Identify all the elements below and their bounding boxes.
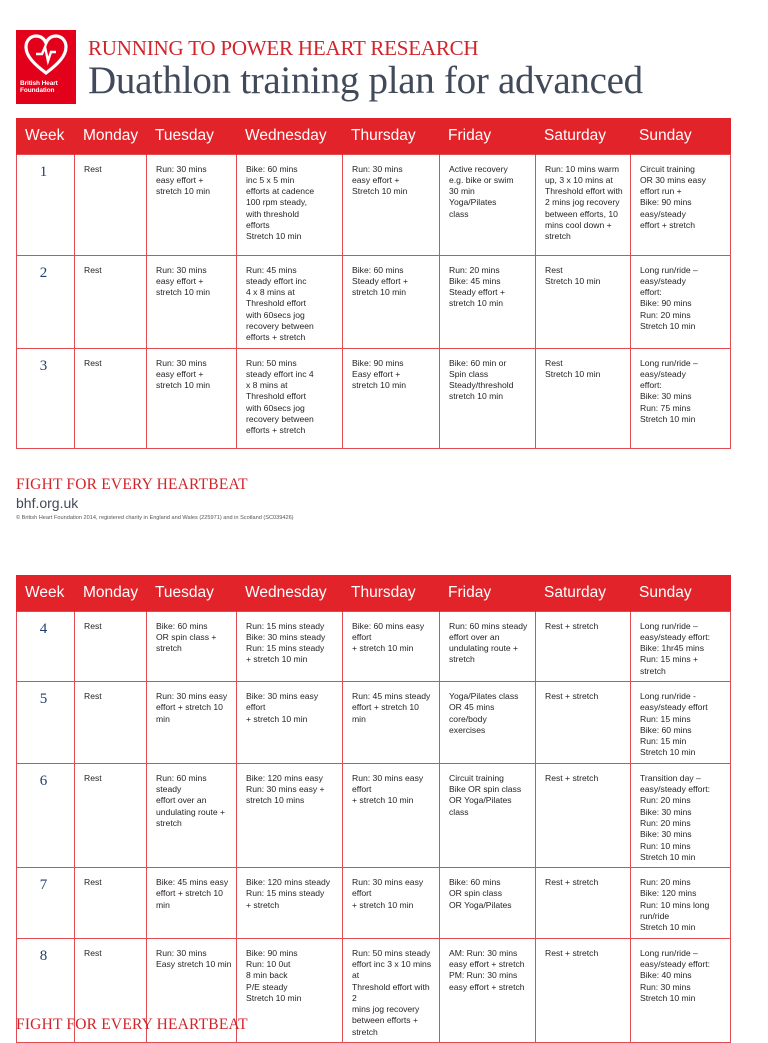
col-header-sunday: Sunday bbox=[631, 118, 731, 154]
cell-line: effort over an bbox=[156, 795, 207, 806]
day-cell bbox=[536, 255, 631, 348]
cell-line: easy/steady effort: bbox=[640, 958, 711, 969]
cell-line: stretch 10 min bbox=[156, 380, 210, 391]
day-cell bbox=[536, 154, 631, 255]
cell-line: Bike: 60 mins easy effort bbox=[352, 620, 425, 642]
day-cell bbox=[75, 348, 147, 448]
day-cell bbox=[237, 611, 343, 681]
cell-line: class bbox=[449, 806, 469, 817]
cell-line: Stretch 10 min bbox=[640, 320, 696, 331]
cell-line: e.g. bike or swim bbox=[449, 174, 514, 185]
day-cell bbox=[147, 763, 237, 867]
cell-line: Stretch 10 min bbox=[352, 186, 408, 197]
cell-line: Bike: 120 mins bbox=[640, 888, 697, 899]
day-cell bbox=[440, 611, 536, 681]
day-cell bbox=[343, 868, 440, 938]
page-title: Duathlon training plan for advanced bbox=[88, 59, 643, 102]
cell-line: Stretch 10 min bbox=[640, 414, 696, 425]
day-cell bbox=[631, 611, 731, 681]
cell-line: 4 x 8 mins at bbox=[246, 287, 295, 298]
day-cell bbox=[237, 763, 343, 867]
cell-line: effort + stretch bbox=[640, 219, 696, 230]
cell-line: Stretch 10 min bbox=[246, 992, 302, 1003]
cell-line: Stretch 10 min bbox=[640, 851, 696, 862]
table-row bbox=[17, 868, 731, 938]
cell-line: Yoga/Pilates bbox=[449, 197, 497, 208]
week-number: 1 bbox=[17, 154, 75, 255]
day-cell bbox=[631, 255, 731, 348]
cell-line: AM: Run: 30 mins bbox=[449, 947, 518, 958]
cell-line: Bike: 60 mins bbox=[640, 724, 692, 735]
footer-tagline: FIGHT FOR EVERY HEARTBEAT bbox=[16, 476, 248, 493]
day-cell bbox=[536, 611, 631, 681]
cell-line: OR spin class + bbox=[156, 631, 217, 642]
cell-line: 100 rpm steady, bbox=[246, 197, 307, 208]
cell-line: stretch bbox=[640, 665, 666, 676]
cell-line: Rest bbox=[545, 264, 563, 275]
cell-line: Steady effort + bbox=[352, 275, 408, 286]
day-cell bbox=[536, 868, 631, 938]
cell-line: Run: 20 mins bbox=[640, 877, 691, 888]
cell-line: Steady/threshold bbox=[449, 380, 514, 391]
week-number: 4 bbox=[17, 611, 75, 681]
day-cell bbox=[343, 763, 440, 867]
cell-line: Run: 30 mins easy + bbox=[246, 784, 325, 795]
col-header-tuesday: Tuesday bbox=[147, 575, 237, 611]
day-cell bbox=[75, 255, 147, 348]
cell-line: Threshold effort with bbox=[545, 186, 623, 197]
day-cell bbox=[631, 154, 731, 255]
cell-line: Bike: 40 mins bbox=[640, 970, 692, 981]
day-cell bbox=[237, 255, 343, 348]
cell-line: OR 45 mins core/body bbox=[449, 702, 495, 724]
cell-line: Stretch 10 min bbox=[545, 368, 601, 379]
cell-line: easy effort + bbox=[156, 174, 204, 185]
col-header-week: Week bbox=[17, 575, 75, 611]
cell-line: easy/steady bbox=[640, 275, 686, 286]
week-number: 8 bbox=[17, 938, 75, 1042]
table-body bbox=[17, 154, 731, 448]
cell-line: stretch 10 min bbox=[352, 380, 406, 391]
footer-url[interactable]: bhf.org.uk bbox=[16, 495, 79, 511]
day-cell bbox=[343, 154, 440, 255]
col-header-monday: Monday bbox=[75, 575, 147, 611]
cell-line: Stretch 10 min bbox=[640, 992, 696, 1003]
cell-line: Run: 10 mins warm bbox=[545, 163, 620, 174]
cell-line: class bbox=[449, 208, 469, 219]
col-header-saturday: Saturday bbox=[536, 575, 631, 611]
cell-line: Run: 20 mins bbox=[449, 264, 500, 275]
cell-line: effort inc 3 x 10 mins at bbox=[352, 958, 432, 981]
cell-line: Spin class bbox=[449, 368, 489, 379]
cell-line: stretch 10 min bbox=[156, 186, 210, 197]
cell-line: Bike: 60 mins bbox=[449, 877, 501, 888]
cell-line: easy effort + stretch bbox=[449, 981, 525, 992]
cell-line: Bike: 30 mins bbox=[640, 806, 692, 817]
week-number: 3 bbox=[17, 348, 75, 448]
week-number: 5 bbox=[17, 681, 75, 763]
day-cell bbox=[536, 763, 631, 867]
cell-line: Bike OR spin class bbox=[449, 784, 522, 795]
table-row bbox=[17, 763, 731, 867]
cell-line: + stretch 10 min bbox=[352, 643, 414, 654]
cell-line: Long run/ride - bbox=[640, 690, 696, 701]
cell-line: easy effort + bbox=[156, 275, 204, 286]
cell-line: Transition day – bbox=[640, 772, 701, 783]
day-cell bbox=[147, 868, 237, 938]
cell-line: Rest bbox=[84, 620, 102, 631]
cell-line: PM: Run: 30 mins bbox=[449, 970, 518, 981]
cell-line: mins jog recovery bbox=[352, 1004, 420, 1015]
day-cell bbox=[343, 255, 440, 348]
cell-line: Run: 15 min bbox=[640, 736, 687, 747]
cell-line: Bike: 45 mins easy bbox=[156, 877, 229, 888]
col-header-monday: Monday bbox=[75, 118, 147, 154]
day-cell bbox=[631, 348, 731, 448]
cell-line: Run: 30 mins bbox=[156, 357, 207, 368]
cell-line: easy/steady effort: bbox=[640, 784, 711, 795]
cell-line: Rest bbox=[84, 947, 102, 958]
cell-line: OR spin class bbox=[449, 888, 503, 899]
cell-line: recovery between bbox=[246, 320, 314, 331]
day-cell bbox=[536, 938, 631, 1042]
cell-line: inc 5 x 5 min bbox=[246, 174, 295, 185]
cell-line: easy/steady bbox=[640, 368, 686, 379]
day-cell bbox=[343, 938, 440, 1042]
table-row bbox=[17, 154, 731, 255]
cell-line: easy/steady effort: bbox=[640, 631, 711, 642]
cell-line: Bike: 60 min or bbox=[449, 357, 507, 368]
table-row bbox=[17, 681, 731, 763]
cell-line: Rest bbox=[84, 357, 102, 368]
cell-line: + stretch bbox=[246, 899, 280, 910]
day-cell bbox=[237, 938, 343, 1042]
cell-line: Bike: 90 mins bbox=[640, 298, 692, 309]
cell-line: + stretch 10 min bbox=[246, 713, 308, 724]
cell-line: Steady effort + bbox=[449, 287, 505, 298]
table-header-row bbox=[17, 575, 731, 611]
day-cell bbox=[75, 868, 147, 938]
table-row bbox=[17, 348, 731, 448]
cell-line: Run: 10 mins long bbox=[640, 899, 710, 910]
page-kicker: RUNNING TO POWER HEART RESEARCH bbox=[88, 36, 479, 60]
cell-line: undulating route + bbox=[156, 806, 226, 817]
cell-line: OR Yoga/Pilates bbox=[449, 795, 512, 806]
cell-line: Run: 45 mins steady bbox=[352, 690, 431, 701]
cell-line: Run: 30 mins bbox=[156, 947, 207, 958]
cell-line: efforts at cadence bbox=[246, 186, 315, 197]
col-header-sunday: Sunday bbox=[631, 575, 731, 611]
day-cell bbox=[440, 938, 536, 1042]
table-row bbox=[17, 255, 731, 348]
cell-line: exercises bbox=[449, 724, 486, 735]
cell-line: Run: 30 mins easy effort bbox=[352, 772, 424, 795]
day-cell bbox=[237, 154, 343, 255]
footer-legal: © British Heart Foundation 2014, registered charity in England and Wales (225971) and in Scotland (SC039426) bbox=[16, 515, 294, 521]
cell-line: run/ride bbox=[640, 911, 670, 922]
cell-line: effort run + bbox=[640, 186, 682, 197]
heart-icon bbox=[24, 34, 68, 76]
cell-line: with 60secs jog bbox=[246, 309, 305, 320]
cell-line: Run: 15 mins + bbox=[640, 654, 699, 665]
cell-line: Rest bbox=[84, 877, 102, 888]
day-cell bbox=[237, 348, 343, 448]
page-footer bbox=[16, 476, 756, 521]
cell-line: Run: 30 mins bbox=[352, 163, 403, 174]
cell-line: Run: 30 mins easy bbox=[156, 690, 228, 701]
cell-line: Bike: 30 mins steady bbox=[246, 631, 326, 642]
table-body bbox=[17, 611, 731, 1043]
day-cell bbox=[440, 681, 536, 763]
col-header-wednesday: Wednesday bbox=[237, 575, 343, 611]
cell-line: Run: 15 mins bbox=[640, 713, 691, 724]
cell-line: Bike: 60 mins bbox=[352, 264, 404, 275]
cell-line: stretch 10 min bbox=[352, 287, 406, 298]
cell-line: stretch bbox=[156, 817, 182, 828]
cell-line: Bike: 30 mins bbox=[640, 829, 692, 840]
day-cell bbox=[631, 938, 731, 1042]
cell-line: Stretch 10 min bbox=[640, 922, 696, 933]
day-cell bbox=[631, 681, 731, 763]
page-header bbox=[16, 30, 756, 110]
cell-line: Rest bbox=[84, 264, 102, 275]
cell-line: effort: bbox=[640, 287, 662, 298]
cell-line: Run: 50 mins steady bbox=[352, 947, 431, 958]
cell-line: efforts bbox=[246, 219, 270, 230]
cell-line: steady effort inc 4 bbox=[246, 368, 314, 379]
cell-line: Run: 45 mins bbox=[246, 264, 297, 275]
cell-line: Run: 60 mins steady bbox=[449, 620, 528, 631]
cell-line: Bike: 1hr45 mins bbox=[640, 643, 705, 654]
day-cell bbox=[440, 868, 536, 938]
cell-line: easy/steady effort bbox=[640, 702, 708, 713]
cell-line: between efforts + bbox=[352, 1015, 419, 1026]
cell-line: Run: 50 mins bbox=[246, 357, 297, 368]
cell-line: stretch 10 mins bbox=[246, 795, 305, 806]
training-table-weeks-4-8 bbox=[16, 575, 731, 1043]
logo-text: British Heart Foundation bbox=[20, 80, 58, 94]
cell-line: Stretch 10 min bbox=[545, 275, 601, 286]
cell-line: Easy effort + bbox=[352, 368, 401, 379]
cell-line: Run: 15 mins steady bbox=[246, 620, 325, 631]
cell-line: Run: 20 mins bbox=[640, 817, 691, 828]
cell-line: x 8 mins at bbox=[246, 380, 288, 391]
col-header-thursday: Thursday bbox=[343, 118, 440, 154]
cell-line: Bike: 120 mins steady bbox=[246, 877, 331, 888]
day-cell bbox=[75, 611, 147, 681]
cell-line: Bike: 90 mins bbox=[246, 947, 298, 958]
day-cell bbox=[440, 255, 536, 348]
day-cell bbox=[237, 681, 343, 763]
cell-line: Rest bbox=[84, 163, 102, 174]
cell-line: easy/steady bbox=[640, 208, 686, 219]
cell-line: Rest + stretch bbox=[545, 772, 599, 783]
cell-line: stretch 10 min bbox=[449, 298, 503, 309]
cell-line: 8 min back bbox=[246, 970, 288, 981]
cell-line: stretch bbox=[449, 654, 475, 665]
cell-line: Bike: 60 mins bbox=[156, 620, 208, 631]
day-cell bbox=[631, 763, 731, 867]
cell-line: Bike: 60 mins bbox=[246, 163, 298, 174]
cell-line: Threshold effort bbox=[246, 391, 307, 402]
cell-line: effort over an bbox=[449, 631, 500, 642]
cell-line: Circuit training bbox=[449, 772, 504, 783]
col-header-week: Week bbox=[17, 118, 75, 154]
day-cell bbox=[440, 154, 536, 255]
cell-line: Easy stretch 10 min bbox=[156, 958, 232, 969]
day-cell bbox=[440, 763, 536, 867]
cell-line: between efforts, 10 bbox=[545, 208, 618, 219]
day-cell bbox=[343, 611, 440, 681]
cell-line: min bbox=[156, 713, 170, 724]
cell-line: effort: bbox=[640, 380, 662, 391]
cell-line: + stretch 10 min bbox=[352, 899, 414, 910]
cell-line: Bike: 90 mins bbox=[640, 197, 692, 208]
cell-line: 30 min bbox=[449, 186, 475, 197]
table-row bbox=[17, 611, 731, 681]
day-cell bbox=[440, 348, 536, 448]
cell-line: Circuit training bbox=[640, 163, 695, 174]
day-cell bbox=[237, 868, 343, 938]
cell-line: + stretch 10 min bbox=[246, 654, 308, 665]
cell-line: Run: 20 mins bbox=[640, 309, 691, 320]
cell-line: Run: 15 mins steady bbox=[246, 888, 325, 899]
footer-tagline-bottom: FIGHT FOR EVERY HEARTBEAT bbox=[16, 1016, 248, 1033]
cell-line: Rest + stretch bbox=[545, 690, 599, 701]
cell-line: up, 3 x 10 mins at bbox=[545, 174, 613, 185]
cell-line: undulating route + bbox=[449, 643, 519, 654]
table-header-row bbox=[17, 118, 731, 154]
cell-line: with 60secs jog bbox=[246, 402, 305, 413]
cell-line: Rest + stretch bbox=[545, 947, 599, 958]
day-cell bbox=[343, 348, 440, 448]
cell-line: Long run/ride – bbox=[640, 620, 698, 631]
cell-line: Run: 30 mins bbox=[156, 264, 207, 275]
cell-line: Yoga/Pilates class bbox=[449, 690, 519, 701]
day-cell bbox=[147, 154, 237, 255]
cell-line: easy effort + bbox=[352, 174, 400, 185]
cell-line: stretch bbox=[545, 231, 571, 242]
day-cell bbox=[343, 681, 440, 763]
col-header-thursday: Thursday bbox=[343, 575, 440, 611]
cell-line: Run: 10 0ut bbox=[246, 958, 291, 969]
cell-line: Rest bbox=[84, 772, 102, 783]
cell-line: min bbox=[156, 899, 170, 910]
cell-line: Bike: 30 mins easy effort bbox=[246, 690, 319, 713]
day-cell bbox=[147, 348, 237, 448]
cell-line: Rest bbox=[545, 357, 563, 368]
week-number: 2 bbox=[17, 255, 75, 348]
cell-line: Long run/ride – bbox=[640, 947, 698, 958]
cell-line: Run: 15 mins steady bbox=[246, 643, 325, 654]
cell-line: efforts + stretch bbox=[246, 425, 306, 436]
cell-line: mins cool down + bbox=[545, 219, 612, 230]
week-number: 6 bbox=[17, 763, 75, 867]
cell-line: Run: 30 mins bbox=[156, 163, 207, 174]
cell-line: effort + stretch 10 bbox=[156, 702, 223, 713]
col-header-friday: Friday bbox=[440, 575, 536, 611]
cell-line: Bike: 45 mins bbox=[449, 275, 501, 286]
cell-line: Run: 30 mins easy effort bbox=[352, 877, 424, 899]
cell-line: stretch 10 min bbox=[156, 287, 210, 298]
cell-line: OR 30 mins easy bbox=[640, 174, 706, 185]
day-cell bbox=[147, 611, 237, 681]
cell-line: stretch bbox=[156, 643, 182, 654]
cell-line: + stretch 10 min bbox=[352, 795, 414, 806]
cell-line: Bike: 120 mins easy bbox=[246, 772, 323, 783]
cell-line: Rest + stretch bbox=[545, 877, 599, 888]
cell-line: efforts + stretch bbox=[246, 332, 306, 343]
cell-line: Stretch 10 min bbox=[640, 747, 696, 758]
cell-line: Bike: 30 mins bbox=[640, 391, 692, 402]
day-cell bbox=[147, 681, 237, 763]
col-header-friday: Friday bbox=[440, 118, 536, 154]
day-cell bbox=[536, 348, 631, 448]
cell-line: Run: 10 mins bbox=[640, 840, 691, 851]
cell-line: P/E steady bbox=[246, 981, 288, 992]
cell-line: Bike: 90 mins bbox=[352, 357, 404, 368]
cell-line: with threshold bbox=[246, 208, 300, 219]
day-cell bbox=[75, 681, 147, 763]
training-table-weeks-1-3 bbox=[16, 118, 731, 449]
bhf-logo bbox=[16, 30, 76, 104]
day-cell bbox=[536, 681, 631, 763]
col-header-saturday: Saturday bbox=[536, 118, 631, 154]
day-cell bbox=[631, 868, 731, 938]
cell-line: Long run/ride – bbox=[640, 264, 698, 275]
cell-line: Run: 30 mins bbox=[640, 981, 691, 992]
cell-line: Threshold effort with 2 bbox=[352, 981, 430, 1003]
cell-line: effort + stretch 10 min bbox=[352, 702, 419, 724]
day-cell bbox=[147, 255, 237, 348]
cell-line: OR Yoga/Pilates bbox=[449, 899, 512, 910]
col-header-tuesday: Tuesday bbox=[147, 118, 237, 154]
cell-line: Long run/ride – bbox=[640, 357, 698, 368]
cell-line: Run: 60 mins steady bbox=[156, 772, 207, 795]
cell-line: steady effort inc bbox=[246, 275, 307, 286]
cell-line: Rest + stretch bbox=[545, 620, 599, 631]
day-cell bbox=[75, 763, 147, 867]
cell-line: Rest bbox=[84, 690, 102, 701]
col-header-wednesday: Wednesday bbox=[237, 118, 343, 154]
cell-line: easy effort + stretch bbox=[449, 958, 525, 969]
cell-line: Run: 75 mins bbox=[640, 402, 691, 413]
cell-line: stretch bbox=[352, 1026, 378, 1037]
cell-line: stretch 10 min bbox=[449, 391, 503, 402]
cell-line: effort + stretch 10 bbox=[156, 888, 223, 899]
cell-line: easy effort + bbox=[156, 368, 204, 379]
cell-line: Stretch 10 min bbox=[246, 231, 302, 242]
cell-line: Threshold effort bbox=[246, 298, 307, 309]
week-number: 7 bbox=[17, 868, 75, 938]
cell-line: 2 mins jog recovery bbox=[545, 197, 620, 208]
day-cell bbox=[75, 154, 147, 255]
cell-line: Run: 20 mins bbox=[640, 795, 691, 806]
cell-line: recovery between bbox=[246, 414, 314, 425]
cell-line: Active recovery bbox=[449, 163, 508, 174]
